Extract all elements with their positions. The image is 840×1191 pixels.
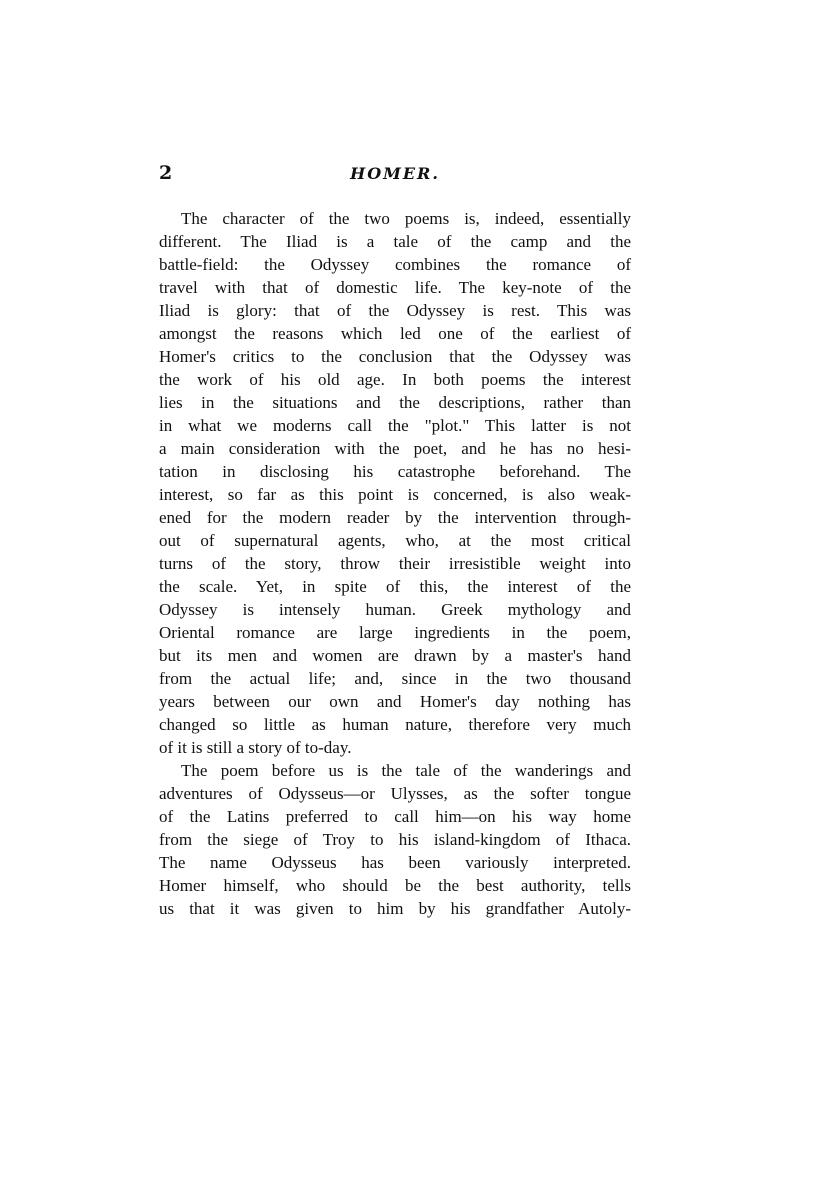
text-line: interest, so far as this point is concerned, is also weak- [159,485,631,504]
paragraph-2 [159,759,631,920]
paragraph-1 [159,207,631,759]
text-line: lies in the situations and the descriptions, rather than [159,393,631,412]
text-line: Odyssey is intensely human. Greek mythology and [159,600,631,619]
text-line: travel with that of domestic life. The key-note of the [159,278,631,297]
text-line: Oriental romance are large ingredients in the poem, [159,623,631,642]
text-line: amongst the reasons which led one of the earliest of [159,324,631,343]
running-head [159,162,631,188]
text-line: us that it was given to him by his grandfather Autoly- [159,899,631,918]
text-line: in what we moderns call the "plot." This latter is not [159,416,631,435]
text-line: of it is still a story of to-day. [159,738,352,757]
text-line: Iliad is glory: that of the Odyssey is rest. This was [159,301,631,320]
text-line: from the actual life; and, since in the two thousand [159,669,631,688]
text-line: years between our own and Homer's day nothing has [159,692,631,711]
text-line: battle-field: the Odyssey combines the romance of [159,255,631,274]
text-line: different. The Iliad is a tale of the camp and the [159,232,631,251]
text-line: changed so little as human nature, therefore very much [159,715,631,734]
running-title: HOMER. [350,164,440,183]
text-line: turns of the story, throw their irresistible weight into [159,554,631,573]
text-line: adventures of Odysseus—or Ulysses, as the softer tongue [159,784,631,803]
text-line: but its men and women are drawn by a master's hand [159,646,631,665]
text-line: The poem before us is the tale of the wanderings and [181,761,631,780]
text-line: out of supernatural agents, who, at the most critical [159,531,631,550]
body-text [159,207,631,920]
text-line: ened for the modern reader by the intervention through- [159,508,631,527]
text-line: Homer himself, who should be the best authority, tells [159,876,631,895]
text-line: the work of his old age. In both poems the interest [159,370,631,389]
text-line: Homer's critics to the conclusion that the Odyssey was [159,347,631,366]
text-line: of the Latins preferred to call him—on his way home [159,807,631,826]
page-number: 2 [159,162,173,184]
text-line: the scale. Yet, in spite of this, the interest of the [159,577,631,596]
text-line: The name Odysseus has been variously interpreted. [159,853,631,872]
text-line: tation in disclosing his catastrophe beforehand. The [159,462,631,481]
text-line: from the siege of Troy to his island-kingdom of Ithaca. [159,830,631,849]
text-line: a main consideration with the poet, and he has no hesi- [159,439,631,458]
text-line: The character of the two poems is, indeed, essentially [181,209,631,228]
